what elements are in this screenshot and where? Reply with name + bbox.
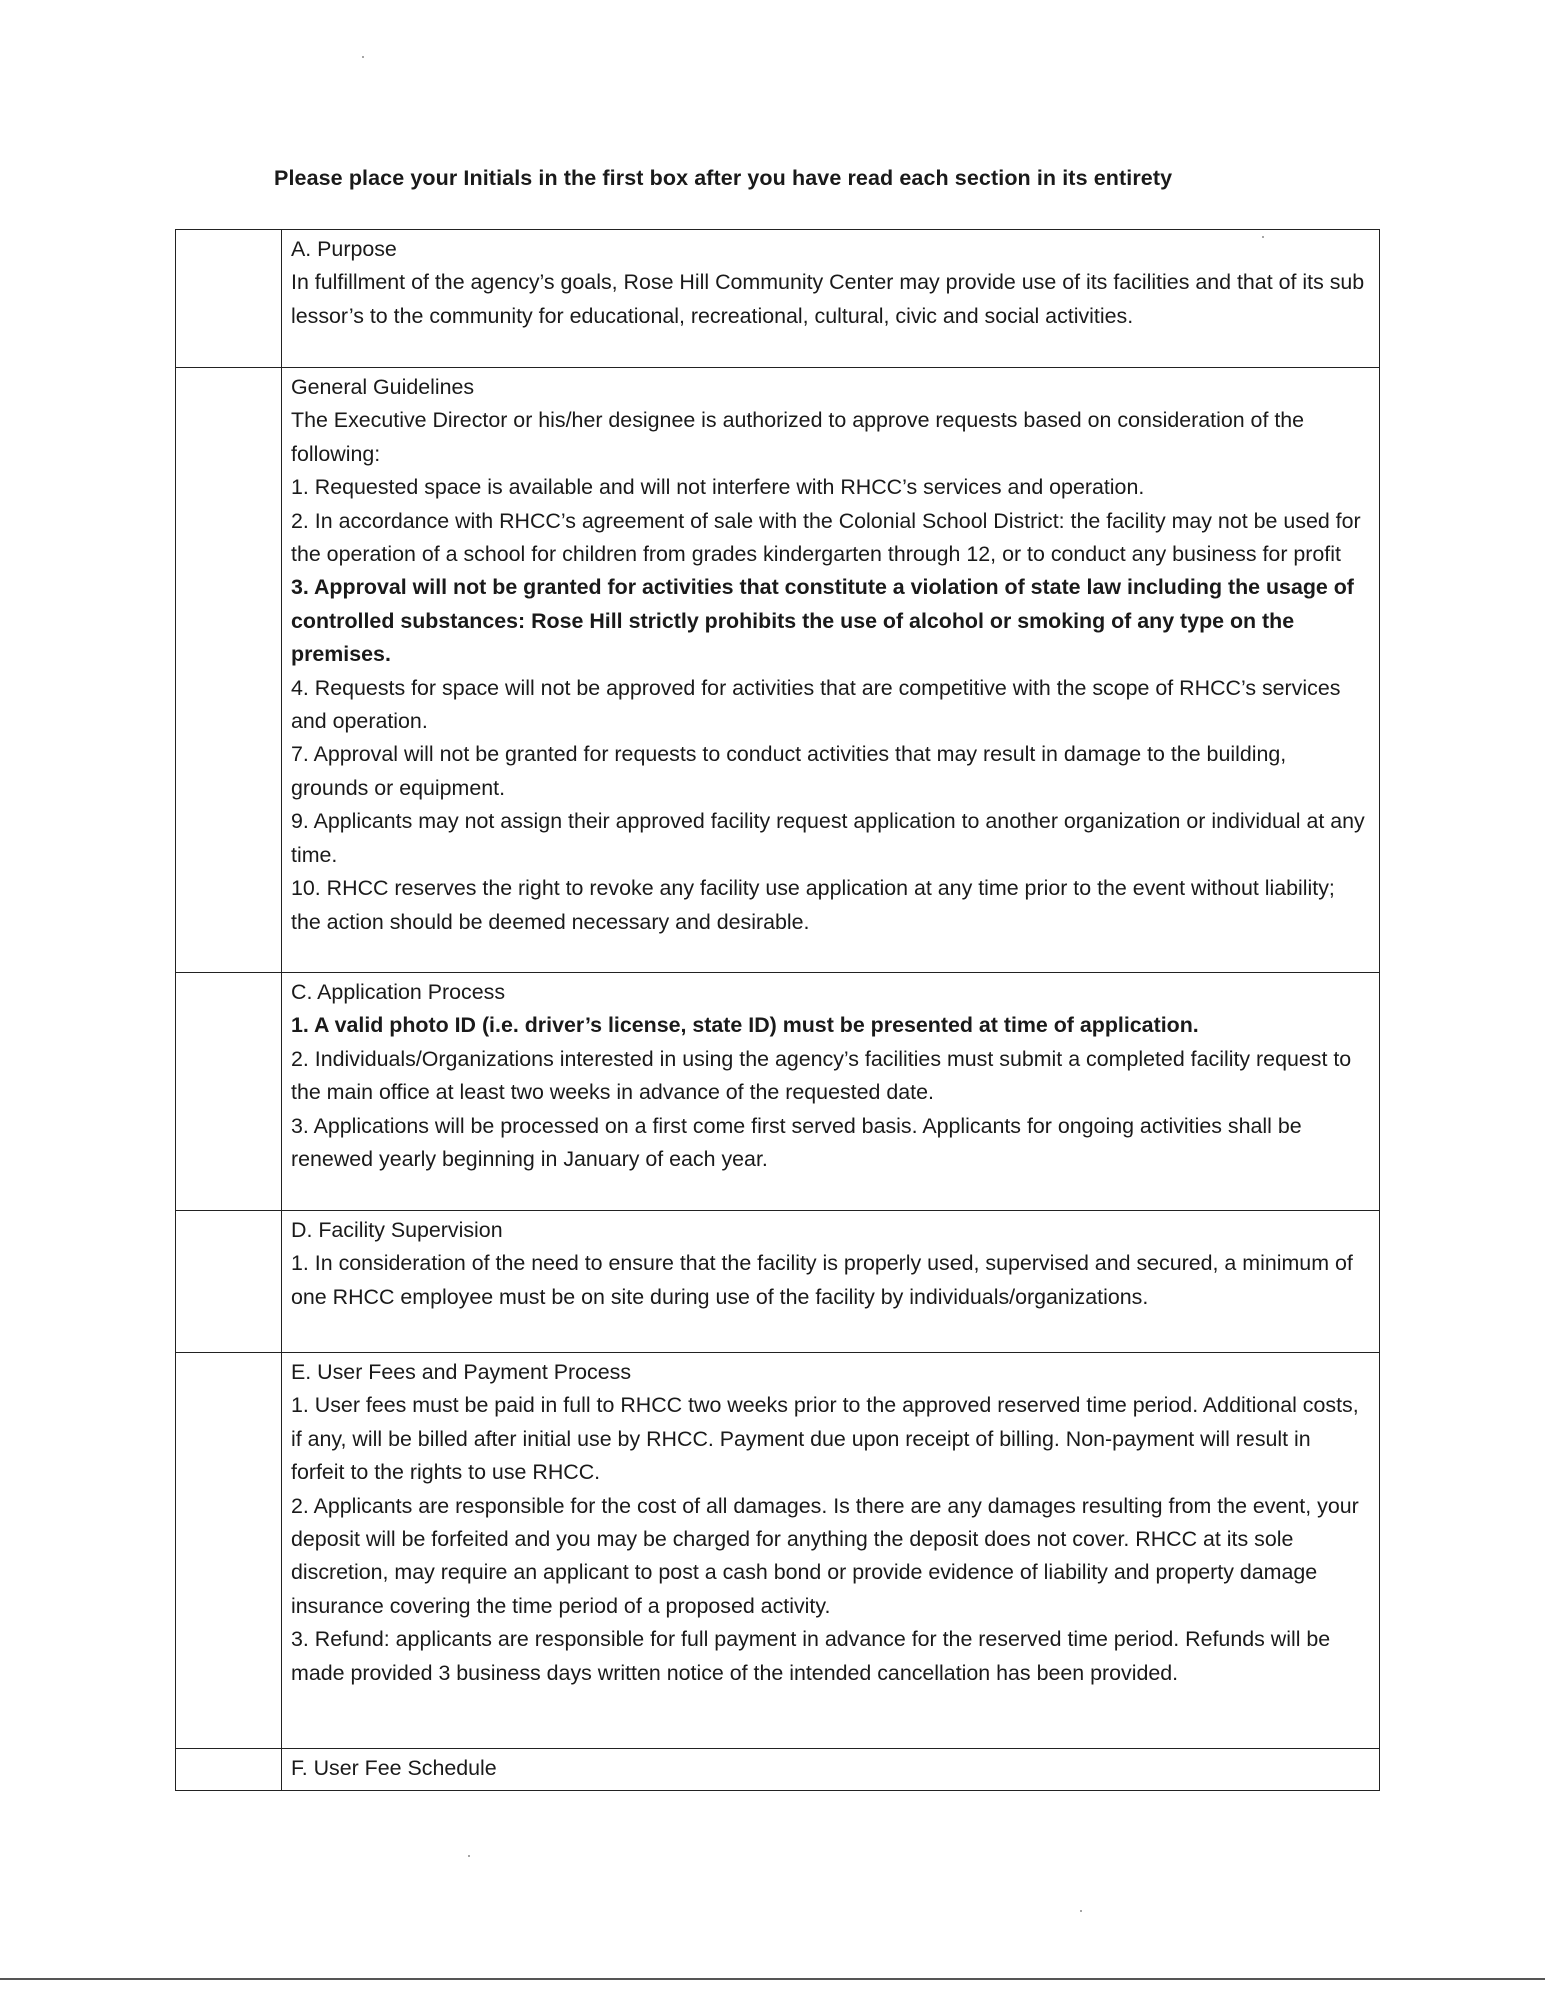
section-paragraph: The Executive Director or his/her designee is authorized to approve requests based on consideration of the following: xyxy=(291,408,1305,466)
scan-speck xyxy=(468,1855,470,1857)
policy-table-body xyxy=(176,230,1380,1791)
section-content xyxy=(282,230,1380,368)
scan-edge-rule xyxy=(0,1978,1545,1980)
scan-speck xyxy=(1262,236,1264,238)
initials-box[interactable] xyxy=(176,1353,282,1749)
initials-box[interactable] xyxy=(176,1749,282,1791)
section-title: D. Facility Supervision xyxy=(291,1218,503,1242)
section-title: F. User Fee Schedule xyxy=(291,1756,497,1780)
section-row xyxy=(176,368,1380,973)
section-paragraph: 3. Applications will be processed on a first come first served basis. Applicants for ongoing activities shall be renewed yearly beginning in January of each year. xyxy=(291,1113,1302,1172)
page-heading: Please place your Initials in the first box after you have read each section in its entirety xyxy=(274,166,1173,190)
section-paragraph: 1. In consideration of the need to ensure that the facility is properly used, supervised and secured, a minimum of one RHCC employee must be on site during use of the facility by individuals/organizations. xyxy=(291,1251,1353,1309)
scan-speck xyxy=(1080,1910,1082,1912)
section-row xyxy=(176,230,1380,368)
section-paragraph: 4. Requests for space will not be approved for activities that are competitive with the scope of RHCC’s services and operation. xyxy=(291,675,1341,734)
section-row xyxy=(176,1749,1380,1791)
section-row xyxy=(176,973,1380,1211)
policy-table xyxy=(175,229,1380,1791)
section-paragraph: 1. User fees must be paid in full to RHCC two weeks prior to the approved reserved time period. Additional costs, if any, will be billed after initial use by RHCC. Payment due upon receipt of billing. Non-payment will result in forfeit to the rights to use RHCC. xyxy=(291,1393,1359,1485)
section-paragraph: 7. Approval will not be granted for requests to conduct activities that may result in damage to the building, grounds or equipment. xyxy=(291,742,1287,800)
section-paragraph: 3. Refund: applicants are responsible for full payment in advance for the reserved time period. Refunds will be made provided 3 business days written notice of the intended cancellation has been provided. xyxy=(291,1627,1331,1685)
section-paragraph: 3. Approval will not be granted for activities that constitute a violation of state law including the usage of controlled substances: Rose Hill strictly prohibits the use of alcohol or smoking of any type on the premises. xyxy=(291,575,1354,667)
scan-speck xyxy=(362,56,364,58)
section-row xyxy=(176,1211,1380,1353)
section-content xyxy=(282,368,1380,973)
initials-box[interactable] xyxy=(176,1211,282,1353)
section-paragraph: 10. RHCC reserves the right to revoke any facility use application at any time prior to the event without liability; the action should be deemed necessary and desirable. xyxy=(291,876,1335,934)
section-content xyxy=(282,1211,1380,1353)
section-title: A. Purpose xyxy=(291,237,397,261)
section-paragraph: 2. Applicants are responsible for the cost of all damages. Is there are any damages resulting from the event, your deposit will be forfeited and you may be charged for anything the deposit does not cover. RHCC at its sole discretion, may require an applicant to post a cash bond or provide evidence of liability and property damage insurance covering the time period of a proposed activity. xyxy=(291,1493,1359,1618)
section-paragraph: 9. Applicants may not assign their approved facility request application to another organization or individual at any time. xyxy=(291,809,1365,867)
section-content xyxy=(282,973,1380,1211)
section-paragraph: In fulfillment of the agency’s goals, Rose Hill Community Center may provide use of its facilities and that of its sub lessor’s to the community for educational, recreational, cultural, civic and social activities. xyxy=(291,270,1365,328)
section-title: E. User Fees and Payment Process xyxy=(291,1360,632,1384)
section-content xyxy=(282,1353,1380,1749)
section-content xyxy=(282,1749,1380,1791)
section-title: General Guidelines xyxy=(291,375,475,399)
section-title: C. Application Process xyxy=(291,980,506,1004)
section-paragraph: 1. A valid photo ID (i.e. driver’s license, state ID) must be presented at time of application. xyxy=(291,1013,1199,1038)
section-paragraph: 2. Individuals/Organizations interested in using the agency’s facilities must submit a completed facility request to the main office at least two weeks in advance of the requested date. xyxy=(291,1046,1352,1105)
section-paragraph: 2. In accordance with RHCC’s agreement of sale with the Colonial School District: the facility may not be used for the operation of a school for children from grades kindergarten through 12, or to conduct any business for profit xyxy=(291,508,1361,567)
section-paragraph: 1. Requested space is available and will not interfere with RHCC’s services and operation. xyxy=(291,475,1145,500)
initials-box[interactable] xyxy=(176,368,282,973)
section-row xyxy=(176,1353,1380,1749)
initials-box[interactable] xyxy=(176,973,282,1211)
initials-box[interactable] xyxy=(176,230,282,368)
